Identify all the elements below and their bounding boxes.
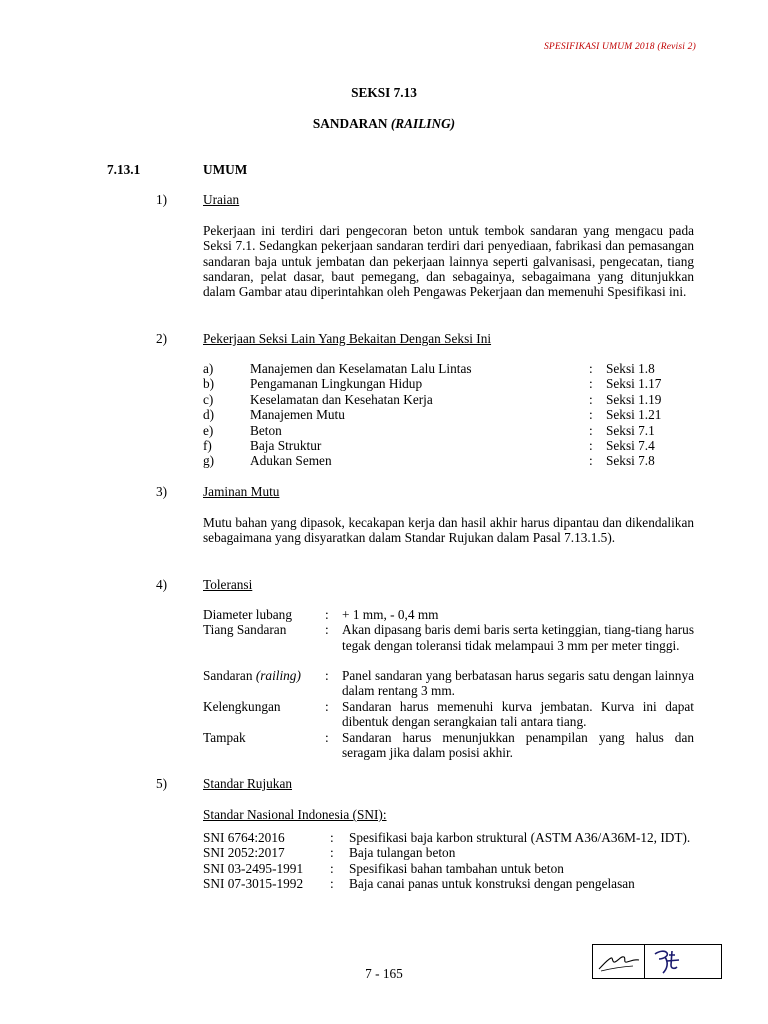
list-colon: : xyxy=(589,438,593,453)
toleransi-value: Sandaran harus menunjukkan penampilan yang halus dan seragam jika dalam posisi akhir. xyxy=(342,730,694,761)
item-number: 1) xyxy=(156,192,168,207)
sni-row xyxy=(203,861,703,876)
list-item xyxy=(203,453,694,468)
toleransi-value: Panel sandaran yang berbatasan harus segaris satu dengan lainnya dalam rentang 3 mm. xyxy=(342,668,694,699)
toleransi-value: + 1 mm, - 0,4 mm xyxy=(342,607,439,622)
list-name: Keselamatan dan Kesehatan Kerja xyxy=(250,391,433,407)
list-name: Beton xyxy=(250,422,282,438)
page-number: 7 - 165 xyxy=(365,966,403,981)
item-title-jaminan: Jaminan Mutu xyxy=(203,484,280,499)
toleransi-colon: : xyxy=(325,607,329,622)
list-letter: f) xyxy=(203,438,212,453)
item-title-toleransi: Toleransi xyxy=(203,577,253,592)
sni-code: SNI 6764:2016 xyxy=(203,830,285,845)
toleransi-key: Tiang Sandaran xyxy=(203,622,287,638)
sni-desc: Spesifikasi baja karbon struktural (ASTM A36/A36M-12, IDT). xyxy=(349,830,691,845)
list-ref: Seksi 1.19 xyxy=(606,391,662,407)
sni-colon: : xyxy=(330,860,334,876)
list-ref: Seksi 1.21 xyxy=(606,407,662,423)
section-title: SEKSI 7.13 xyxy=(351,85,417,100)
item-number: 2) xyxy=(156,331,168,346)
sni-desc: Spesifikasi bahan tambahan untuk beton xyxy=(349,860,564,876)
sni-code: SNI 07-3015-1992 xyxy=(203,876,304,892)
list-letter: d) xyxy=(203,407,215,423)
toleransi-colon: : xyxy=(325,730,329,745)
list-name: Manajemen Mutu xyxy=(250,407,345,423)
list-colon: : xyxy=(589,376,593,392)
section-subtitle xyxy=(0,116,768,132)
toleransi-key: Sandaran (railing) xyxy=(203,668,301,683)
list-letter: a) xyxy=(203,361,214,376)
sni-colon: : xyxy=(330,830,334,845)
toleransi-key: Kelengkungan xyxy=(203,699,281,714)
sni-colon: : xyxy=(330,845,334,861)
sni-row xyxy=(203,876,703,891)
list-ref: Seksi 7.1 xyxy=(606,422,655,438)
list-name: Adukan Semen xyxy=(250,453,332,469)
running-header: SPESIFIKASI UMUM 2018 (Revisi 2) xyxy=(543,42,696,52)
item-title-standar: Standar Rujukan xyxy=(203,776,293,791)
list-letter: b) xyxy=(203,376,215,392)
list-letter: c) xyxy=(203,391,214,407)
list-colon: : xyxy=(589,453,593,469)
sni-desc: Baja tulangan beton xyxy=(349,845,456,861)
sni-code: SNI 03-2495-1991 xyxy=(203,860,304,876)
toleransi-key: Diameter lubang xyxy=(203,607,292,622)
sni-row xyxy=(203,845,703,860)
list-colon: : xyxy=(589,422,593,438)
sni-heading: Standar Nasional Indonesia (SNI): xyxy=(203,807,387,822)
jaminan-paragraph: Mutu bahan yang dipasok, kecakapan kerja dan hasil akhir harus dipantau dan dikendalikan sebagaimana yang disyaratkan dalam Standar Rujukan dalam Pasal 7.13.1.5). xyxy=(203,515,694,546)
toleransi-colon: : xyxy=(325,622,329,638)
toleransi-colon: : xyxy=(325,668,329,683)
sni-code: SNI 2052:2017 xyxy=(203,845,285,861)
list-letter: g) xyxy=(203,453,215,469)
item-title-uraian: Uraian xyxy=(203,192,240,207)
item-number: 5) xyxy=(156,776,168,791)
uraian-paragraph: Pekerjaan ini terdiri dari pengecoran beton untuk tembok sandaran yang mengacu pada Seksi 7.1. Sedangkan pekerjaan sandaran terdiri dari penyediaan, fabrikasi dan pemasangan sandaran baja untuk jembatan dan pekerjaan lainnya seperti galvanisasi, pengecatan, tiang sandaran, pelat dasar, baut pemegang, dan sebagainya, sebagaimana yang ditunjukkan dalam Gambar atau diperintahkan oleh Pengawas Pekerjaan dan memenuhi Spesifikasi ini. xyxy=(203,223,694,300)
toleransi-value: Sandaran harus memenuhi kurva jembatan. Kurva ini dapat dibentuk dengan serangkaian tali antara tiang. xyxy=(342,699,694,730)
list-colon: : xyxy=(589,361,593,376)
subtitle-italic: (RAILING) xyxy=(390,116,456,131)
list-item xyxy=(203,361,694,376)
list-ref: Seksi 1.17 xyxy=(606,376,662,392)
list-colon: : xyxy=(589,391,593,407)
list-ref: Seksi 1.8 xyxy=(606,361,655,376)
sni-row xyxy=(203,830,703,845)
sni-desc: Baja canai panas untuk konstruksi dengan pengelasan xyxy=(349,876,635,892)
subsection-heading: UMUM xyxy=(203,162,248,177)
list-colon: : xyxy=(589,407,593,423)
toleransi-colon: : xyxy=(325,699,329,714)
list-item xyxy=(203,376,694,391)
sni-colon: : xyxy=(330,876,334,892)
list-name: Manajemen dan Keselamatan Lalu Lintas xyxy=(250,361,472,376)
list-name: Baja Struktur xyxy=(250,438,322,453)
list-ref: Seksi 7.8 xyxy=(606,453,655,469)
item-title-related: Pekerjaan Seksi Lain Yang Bekaitan Dengan Seksi Ini xyxy=(203,331,492,346)
list-item xyxy=(203,392,694,407)
list-item xyxy=(203,438,694,453)
list-item xyxy=(203,423,694,438)
toleransi-key: Tampak xyxy=(203,730,246,745)
item-number: 3) xyxy=(156,484,168,499)
subtitle-name: SANDARAN xyxy=(312,116,388,131)
subsection-number: 7.13.1 xyxy=(107,162,141,177)
item-number: 4) xyxy=(156,577,168,592)
list-item xyxy=(203,407,694,422)
list-name: Pengamanan Lingkungan Hidup xyxy=(250,376,423,392)
toleransi-value: Akan dipasang baris demi baris serta ketinggian, tiang-tiang harus tegak dengan toleransi tidak melampaui 3 mm per meter tinggi. xyxy=(342,622,694,653)
list-letter: e) xyxy=(203,422,214,438)
list-ref: Seksi 7.4 xyxy=(606,438,655,453)
